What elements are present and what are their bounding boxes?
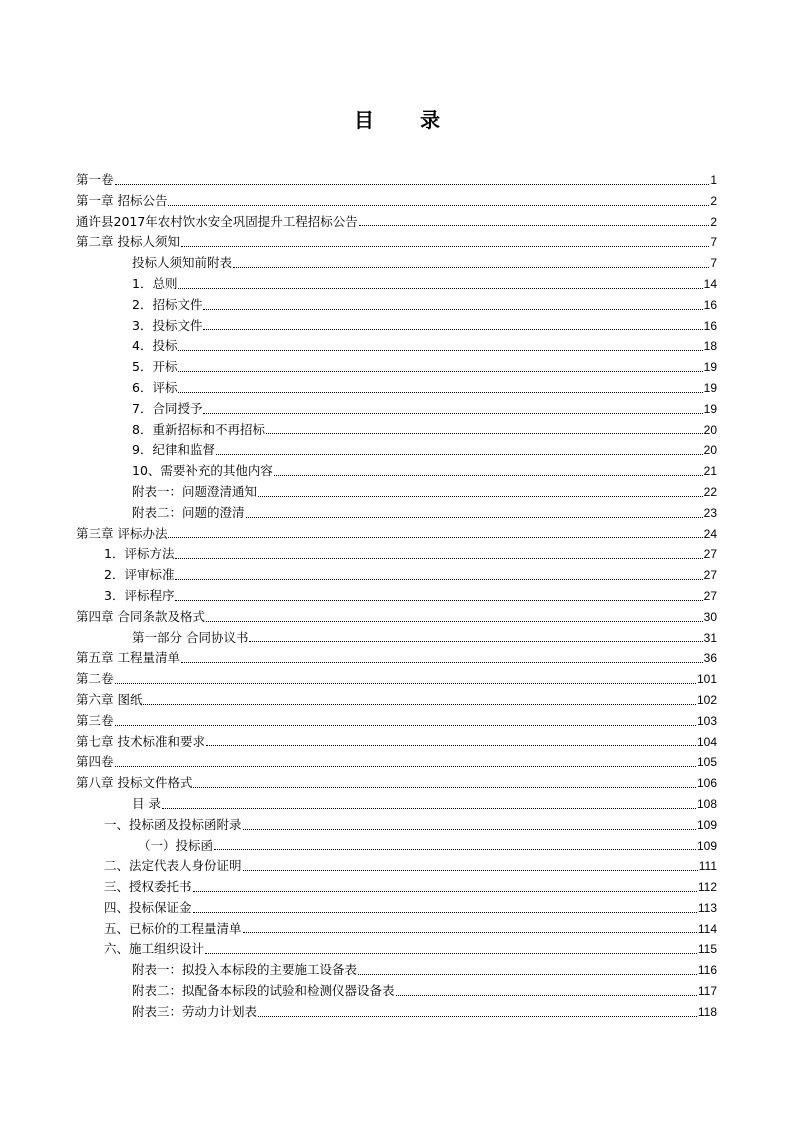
toc-entry-page-number: 109 <box>696 817 717 832</box>
toc-entry[interactable] <box>76 628 717 649</box>
toc-entry[interactable] <box>76 399 717 420</box>
toc-dot-leader <box>359 225 710 226</box>
toc-entry-page-number: 16 <box>703 318 717 333</box>
toc-entry[interactable] <box>76 648 717 669</box>
title-char-1: 目 <box>354 108 374 132</box>
toc-entry[interactable] <box>76 773 717 794</box>
toc-entry-label: 第三章 评标办法 <box>76 525 168 541</box>
toc-entry-label: 第一章 招标公告 <box>76 192 168 208</box>
toc-dot-leader <box>206 745 696 746</box>
toc-entry[interactable] <box>76 378 717 399</box>
toc-entry-page-number: 20 <box>703 443 717 458</box>
toc-entry-page-number: 103 <box>696 713 717 728</box>
toc-dot-leader <box>175 579 702 580</box>
toc-entry[interactable] <box>76 420 717 441</box>
toc-entry-page-number: 18 <box>703 339 717 354</box>
toc-entry-page-number: 115 <box>697 942 717 957</box>
toc-entry[interactable] <box>76 898 717 919</box>
toc-entry[interactable] <box>76 253 717 274</box>
toc-entry-page-number: 30 <box>703 609 717 624</box>
toc-entry[interactable] <box>76 336 717 357</box>
toc-dot-leader <box>216 454 703 455</box>
toc-entry-label: 六、施工组织设计 <box>104 941 205 957</box>
toc-entry[interactable] <box>76 690 717 711</box>
toc-entry[interactable] <box>76 524 717 545</box>
toc-entry[interactable] <box>76 836 717 857</box>
toc-dot-leader <box>358 974 697 975</box>
toc-entry-label: 3．评标程序 <box>104 587 175 603</box>
toc-entry-page-number: 105 <box>696 755 717 770</box>
table-of-contents <box>76 170 717 1023</box>
toc-dot-leader <box>193 891 697 892</box>
toc-entry-page-number: 20 <box>703 422 717 437</box>
toc-entry[interactable] <box>76 482 717 503</box>
toc-dot-leader <box>115 725 696 726</box>
toc-entry-page-number: 111 <box>698 859 717 874</box>
toc-entry-label: 第八章 投标文件格式 <box>76 775 193 791</box>
toc-entry-label: 第一部分 合同协议书 <box>132 629 249 645</box>
toc-entry-page-number: 108 <box>696 796 717 811</box>
toc-entry-label: 6．评标 <box>132 379 178 395</box>
toc-entry-label: 4．投标 <box>132 338 178 354</box>
page-title <box>0 104 794 133</box>
toc-entry-page-number: 36 <box>703 651 717 666</box>
toc-dot-leader <box>175 600 702 601</box>
toc-entry[interactable] <box>76 732 717 753</box>
toc-entry-label: （一）投标函 <box>138 837 214 853</box>
toc-entry-label: 2．评审标准 <box>104 567 175 583</box>
toc-entry-page-number: 27 <box>703 588 717 603</box>
toc-entry-label: 第七章 技术标准和要求 <box>76 733 205 749</box>
toc-entry-label: 第二卷 <box>76 671 114 687</box>
toc-dot-leader <box>258 1016 697 1017</box>
toc-dot-leader <box>206 621 703 622</box>
toc-entry-page-number: 22 <box>703 484 717 499</box>
toc-entry-page-number: 27 <box>703 547 717 562</box>
toc-dot-leader <box>243 829 696 830</box>
toc-entry-page-number: 116 <box>697 963 717 978</box>
toc-entry-label: 8．重新招标和不再招标 <box>132 421 265 437</box>
toc-entry-page-number: 2 <box>710 214 717 229</box>
toc-entry[interactable] <box>76 669 717 690</box>
toc-entry-page-number: 102 <box>696 692 717 707</box>
toc-entry[interactable] <box>76 960 717 981</box>
toc-dot-leader <box>396 995 697 996</box>
toc-dot-leader <box>243 870 698 871</box>
toc-dot-leader <box>193 787 695 788</box>
toc-entry[interactable] <box>76 752 717 773</box>
toc-dot-leader <box>203 329 702 330</box>
toc-entry-page-number: 23 <box>703 505 717 520</box>
toc-entry-label: 7．合同授予 <box>132 400 203 416</box>
toc-entry[interactable] <box>76 232 717 253</box>
toc-dot-leader <box>115 766 696 767</box>
toc-entry-label: 第四卷 <box>76 754 114 770</box>
toc-dot-leader <box>162 808 696 809</box>
toc-entry-label: 三、授权委托书 <box>104 879 192 895</box>
toc-entry-label: 5．开标 <box>132 359 178 375</box>
toc-dot-leader <box>168 537 702 538</box>
toc-entry-page-number: 117 <box>697 984 717 999</box>
toc-entry[interactable] <box>76 586 717 607</box>
toc-entry[interactable] <box>76 440 717 461</box>
toc-entry-page-number: 16 <box>703 297 717 312</box>
toc-entry[interactable] <box>76 856 717 877</box>
toc-entry[interactable] <box>76 607 717 628</box>
toc-entry[interactable] <box>76 461 717 482</box>
toc-entry[interactable] <box>76 357 717 378</box>
toc-entry-label: 10、需要补充的其他内容 <box>132 463 273 479</box>
toc-entry-page-number: 7 <box>710 256 717 271</box>
toc-dot-leader <box>168 205 709 206</box>
toc-entry-label: 附表三：劳动力计划表 <box>132 1003 258 1019</box>
toc-entry-label: 投标人须知前附表 <box>132 255 233 271</box>
toc-entry[interactable] <box>76 191 717 212</box>
toc-entry[interactable] <box>76 939 717 960</box>
toc-entry-page-number: 113 <box>697 900 717 915</box>
toc-entry-label: 第六章 图纸 <box>76 691 143 707</box>
toc-dot-leader <box>249 641 702 642</box>
toc-dot-leader <box>205 953 697 954</box>
toc-entry-page-number: 106 <box>696 776 717 791</box>
toc-entry-page-number: 19 <box>703 401 717 416</box>
toc-dot-leader <box>243 932 697 933</box>
toc-entry-label: 1．总则 <box>132 275 178 291</box>
toc-entry-page-number: 27 <box>703 568 717 583</box>
toc-entry-label: 附表一：拟投入本标段的主要施工设备表 <box>132 962 358 978</box>
toc-dot-leader <box>203 413 702 414</box>
toc-entry-label: 二、法定代表人身份证明 <box>104 858 242 874</box>
toc-dot-leader <box>175 558 702 559</box>
toc-entry-page-number: 24 <box>703 526 717 541</box>
toc-dot-leader <box>203 309 702 310</box>
toc-entry-label: 一、投标函及投标函附录 <box>104 816 242 832</box>
toc-entry[interactable] <box>76 877 717 898</box>
toc-entry-page-number: 19 <box>703 360 717 375</box>
toc-dot-leader <box>115 683 696 684</box>
toc-dot-leader <box>246 517 703 518</box>
toc-entry[interactable] <box>76 274 717 295</box>
toc-dot-leader <box>178 392 702 393</box>
toc-entry-page-number: 118 <box>697 1004 717 1019</box>
toc-entry-label: 3．投标文件 <box>132 317 203 333</box>
toc-entry-label: 第五章 工程量清单 <box>76 650 180 666</box>
toc-entry-page-number: 1 <box>710 173 717 187</box>
toc-entry-page-number: 104 <box>696 734 717 749</box>
toc-entry-page-number: 14 <box>703 276 717 291</box>
toc-entry-label: 附表二：问题的澄清 <box>132 504 245 520</box>
toc-dot-leader <box>266 433 703 434</box>
toc-entry[interactable] <box>76 815 717 836</box>
toc-dot-leader <box>274 475 703 476</box>
toc-entry-page-number: 112 <box>697 880 717 895</box>
toc-entry-page-number: 101 <box>696 672 717 687</box>
toc-entry-label: 四、投标保证金 <box>104 899 192 915</box>
toc-entry[interactable] <box>76 794 717 815</box>
toc-dot-leader <box>178 350 702 351</box>
toc-entry-page-number: 19 <box>703 380 717 395</box>
toc-entry[interactable] <box>76 1002 717 1023</box>
toc-dot-leader <box>193 912 697 913</box>
toc-dot-leader <box>181 662 703 663</box>
toc-entry-page-number: 114 <box>697 921 717 936</box>
toc-entry-page-number: 7 <box>710 235 717 250</box>
toc-entry[interactable] <box>76 711 717 732</box>
toc-entry-label: 第一卷 <box>76 172 114 187</box>
toc-entry-label: 2．招标文件 <box>132 296 203 312</box>
toc-entry-label: 第三卷 <box>76 712 114 728</box>
toc-entry[interactable] <box>76 565 717 586</box>
toc-entry-label: 附表二：拟配备本标段的试验和检测仪器设备表 <box>132 983 395 999</box>
toc-entry[interactable] <box>76 544 717 565</box>
toc-entry-label: 五、已标价的工程量清单 <box>104 920 242 936</box>
toc-entry[interactable] <box>76 170 717 191</box>
toc-entry-label: 第二章 投标人须知 <box>76 234 180 250</box>
toc-entry-label: 9．纪律和监督 <box>132 442 215 458</box>
toc-entry[interactable] <box>76 919 717 940</box>
toc-entry[interactable] <box>76 295 717 316</box>
toc-entry[interactable] <box>76 212 717 233</box>
toc-dot-leader <box>214 849 696 850</box>
toc-entry-label: 第四章 合同条款及格式 <box>76 608 205 624</box>
toc-dot-leader <box>233 267 709 268</box>
toc-entry-page-number: 2 <box>710 193 717 208</box>
toc-entry-label: 附表一：问题澄清通知 <box>132 483 258 499</box>
toc-entry-page-number: 109 <box>696 838 717 853</box>
toc-entry-label: 目 录 <box>132 795 161 811</box>
toc-dot-leader <box>115 184 710 185</box>
toc-dot-leader <box>181 246 709 247</box>
toc-entry[interactable] <box>76 503 717 524</box>
toc-entry[interactable] <box>76 981 717 1002</box>
toc-dot-leader <box>143 704 695 705</box>
toc-dot-leader <box>178 288 702 289</box>
toc-entry[interactable] <box>76 316 717 337</box>
toc-dot-leader <box>178 371 702 372</box>
title-char-2: 录 <box>420 108 440 132</box>
toc-entry-label: 1．评标方法 <box>104 546 175 562</box>
toc-dot-leader <box>258 496 703 497</box>
toc-entry-label: 通许县2017年农村饮水安全巩固提升工程招标公告 <box>76 213 358 229</box>
toc-entry-page-number: 31 <box>703 630 717 645</box>
toc-entry-page-number: 21 <box>703 464 717 479</box>
